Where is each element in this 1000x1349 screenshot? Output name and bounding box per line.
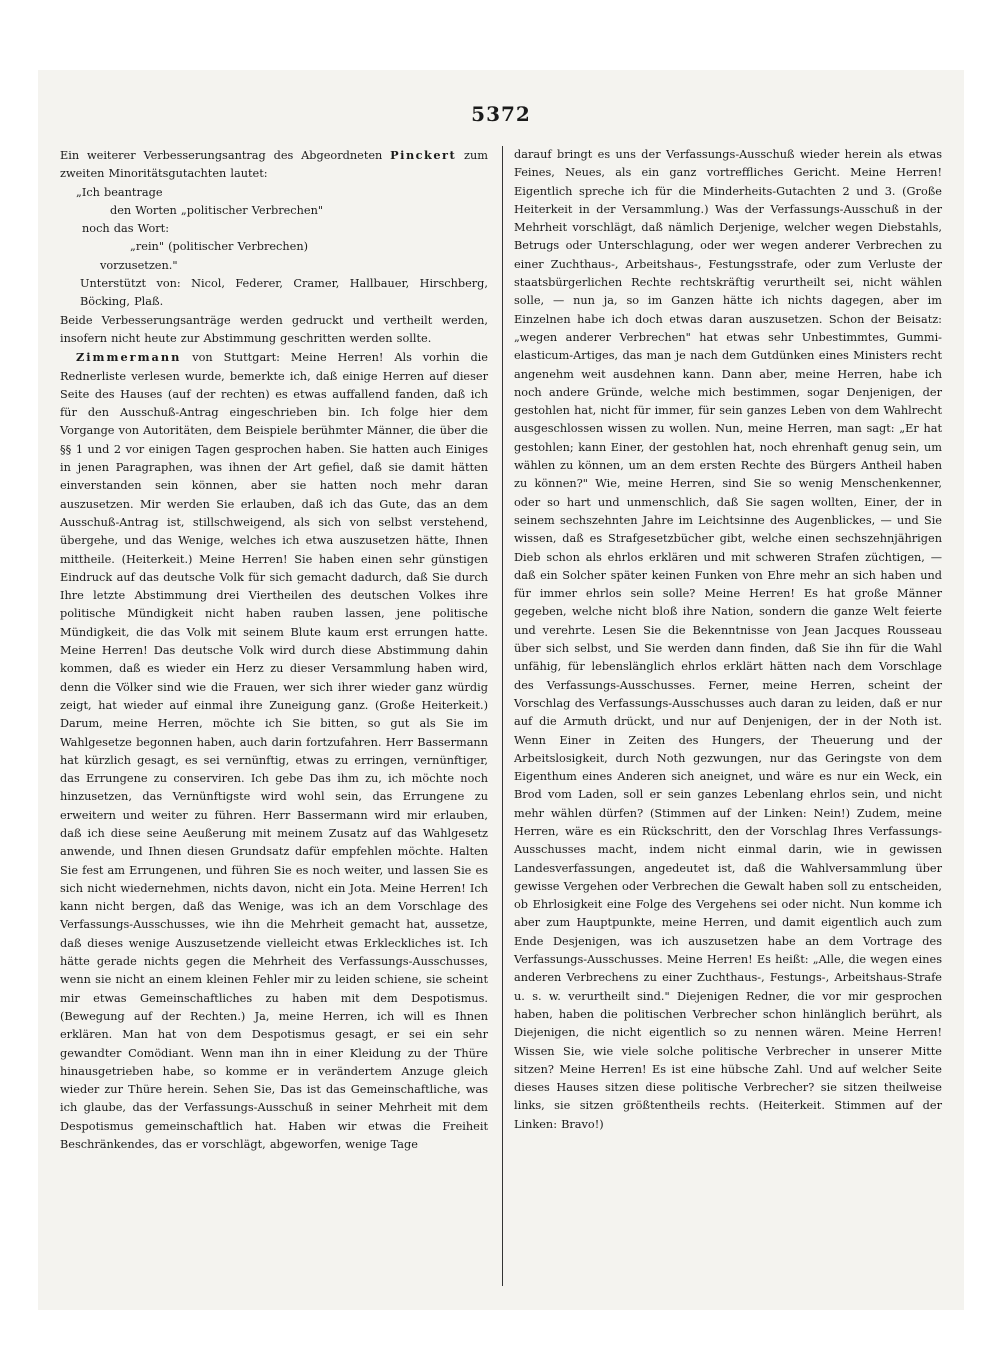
column-divider bbox=[502, 146, 503, 1286]
motion-intro-end: zum zweiten Minoritätsgutachten lautet: bbox=[60, 149, 488, 181]
newspaper-page bbox=[38, 70, 964, 1310]
left-column bbox=[60, 146, 488, 1154]
motion-quote-line: „Ich beantrage bbox=[76, 185, 163, 199]
speech-text: von Stuttgart: Meine Herren! Als vorhin die Rednerliste verlesen wurde, bemerkte ich, daß einige Herren auf dieser Seite des Hauses (auf der rechten) es etwas auffallend fanden, daß ich für den Ausschuß-Antrag eingeschrieben bin. Ich folge hier dem Vorgange von Autoritäten, dem Beispiele berühmter Männer, die über die §§ 1 und 2 vor einigen Tagen gesprochen haben. Sie hatten auch Einiges in jenen Paragraphen, was ihnen der Art gefiel, daß sie damit hätten einverstanden sein können, aber sie hatten noch mehr daran auszusetzen. Mir werden Sie erlauben, daß ich das Gute, das an dem Ausschuß-Antrag ist, stillschweigend, als sich von selbst verstehend, übergehe, und das Wenige, welches ich etwa auszusetzen hätte, Ihnen mittheile. (Heiterkeit.) Meine Herren! Sie haben einen sehr günstigen Eindruck auf das deutsche Volk für sich gemacht dadurch, daß Sie durch Ihre letzte Abstimmung drei Viertheilen des deutschen Volkes ihre politische Mündigkeit nicht haben rauben lassen, jene politische Mündigkeit, die das Volk mit seinem Blute kaum erst errungen hatte. Meine Herren! Das deutsche Volk wird durch diese Abstimmung dahin kommen, daß es wieder ein Herz zu dieser Versammlung haben wird, denn die Völker sind wie die Frauen, wer sich ihrer wieder ganz würdig zeigt, hat wieder auf einmal ihre Zuneigung ganz. (Große Heiterkeit.) Darum, meine Herren, möchte ich Sie bitten, so gut als Sie im Wahlgesetze begonnen haben, auch darin fortzufahren. Herr Bassermann hat kürzlich gesagt, es sei vernünftig, etwas zu erringen, vernünftiger, das Errungene zu conserviren. Ich gebe Das ihm zu, ich möchte noch hinzusetzen, das Vernünftigste wird wohl sein, das Errungene zu erweitern und weiter zu führen. Herr Bassermann wird mir erlauben, daß ich diese seine Aeußerung mit meinem Zusatz auf das Wahlgesetz anwende, und Ihnen diesen Grundsatz dafür empfehlen möchte. Halten Sie fest am Errungenen, und führen Sie es noch weiter, und lassen Sie es sich nicht wiedernehmen, nichts davon, nicht ein Jota. Meine Herren! Ich kann nicht bergen, daß das Wenige, was ich an dem Vorschlage des Verfassungs-Ausschusses, wie ihn die Mehrheit gemacht hat, aussetze, daß dieses wenige Auszusetzende vielleicht etwas Erkleckliches ist. Ich hätte gerade nichts gegen die Mehrheit des Verfassungs-Ausschusses, wenn sie nicht an einem kleinen Fehler mir zu leiden schiene, sie scheint mir etwas Gemeinschaftliches zu haben mit dem Despotismus. (Bewegung auf der Rechten.) Ja, meine Herren, ich will es Ihnen erklären. Man hat von dem Despotismus gesagt, er sei ein sehr gewandter Comödiant. Wenn man ihn in einer Kleidung zu der Thüre hinausgetrieben habe, so komme er in verändertem Anzuge gleich wieder zur Thüre herein. Sehen Sie, Das ist das Gemeinschaftliche, was ich glaube, das der Verfassungs-Ausschuß in seiner Mehrheit mit dem Despotismus gemeinschaftlich hat. Haben wir etwas die Freiheit Beschränkendes, das er vorschlägt, abgeworfen, wenige Tage bbox=[60, 351, 488, 1152]
speech-continuation: darauf bringt es uns der Verfassungs-Ausschuß wieder herein als etwas Feines, Neues, als ein ganz vortreffliches Gericht. Meine Herren! Eigentlich spreche ich für die Minderheits-Gutachten 2 und 3. (Große Heiterkeit in der Versammlung.) Was der Verfassungs-Ausschuß in der Mehrheit vorschlägt, daß nämlich Derjenige, welcher wegen Diebstahls, Betrugs oder Unterschlagung, oder wer wegen anderer Verbrechen zu einer Zuchthaus-, Arbeitshaus-, Festungsstrafe, oder zum Verluste der staatsbürgerlichen Rechte rechtskräftig verurtheilt sei, nicht wählen solle, — nun ja, so im Ganzen hätte ich nichts dagegen, aber im Einzelnen habe ich doch etwas daran auszusetzen. Schon der Beisatz: „wegen anderer Verbrechen" hat etwas sehr Unbestimmtes, Gummi-elasticum-Artiges, das man je nach dem Gutdünken eines Ministers recht angenehm weit ausdehnen kann. Dann aber, meine Herren, habe ich noch andere Gründe, welche mich bestimmen, sogar Denjenigen, der gestohlen hat, nicht für immer, für sein ganzes Leben von dem Wahlrecht ausgeschlossen wissen zu wollen. Nun, meine Herren, man sagt: „Er hat gestohlen; kann Einer, der gestohlen hat, noch ehrenhaft genug sein, um wählen zu können, um an dem ersten Rechte des Bürgers Antheil haben zu können?" Wie, meine Herren, sind Sie so wenig Menschenkenner, oder so hart und unmenschlich, daß Sie sagen wollten, Einer, der in seinem sechszehnten Jahre im Leichtsinne des Augenblickes, — und Sie wissen, daß es Strafgesetzbücher gibt, welche einen sechszehnjährigen Dieb schon als ehrlos erklären und mit schweren Strafen züchtigen, — daß ein Solcher später keinen Funken von Ehre mehr an sich haben und für immer ehrlos sein solle? Meine Herren! Es hat große Männer gegeben, welche nicht bloß ihre Nation, sondern die ganze Welt feierte und verehrte. Lesen Sie die Bekenntnisse von Jean Jacques Rousseau über sich selbst, und Sie werden dann finden, daß Sie ihn für die Wahl unfähig, für lebenslänglich ehrlos erklärt hätten nach dem Vorschlage des Verfassungs-Ausschusses. Ferner, meine Herren, scheint der Vorschlag des Verfassungs-Ausschusses auch daran zu leiden, daß er nur auf die Armuth drückt, und nur auf Denjenigen, der in der Noth ist. Wenn Einer in Zeiten des Hungers, der Theuerung und der Arbeitslosigkeit, durch Noth gezwungen, nur das Geringste von dem Eigenthum eines Anderen sich aneignet, und wäre es nur ein Weck, ein Brod vom Laden, soll er sein ganzes Lebenlang ehrlos sein, und nicht mehr wählen dürfen? (Stimmen auf der Linken: Nein!) Zudem, meine Herren, wäre es ein Rückschritt, den der Vorschlag Ihres Verfassungs-Ausschusses macht, indem nicht einmal darin, wie in gewissen Landesverfassungen, angedeutet ist, daß die Wahlversammlung über gewisse Vergehen oder Verbrechen die Gewalt haben soll zu entscheiden, ob Ehrlosigkeit eine Folge des Vergehens sei oder nicht. Nun komme ich aber zum Hauptpunkte, meine Herren, und damit eigentlich auch zum Ende Desjenigen, was ich auszusetzen habe an dem Vortrage des Verfassungs-Ausschusses. Meine Herren! Es heißt: „Alle, die wegen eines anderen Verbrechens zu einer Zuchthaus-, Festungs-, Arbeitshaus-Strafe u. s. w. verurtheilt sind." Diejenigen Redner, die vor mir gesprochen haben, haben die politischen Verbrecher schon hinlänglich berührt, als Diejenigen, die nicht eigentlich so zu nennen wären. Meine Herren! Wissen Sie, wie viele solche politische Verbrecher in unserer Mitte sitzen? Meine Herren! Es ist eine hübsche Zahl. Und auf welcher Seite dieses Hauses sitzen diese politische Verbrecher? sie sitzen theilweise links, sie sitzen größtentheils rechts. (Heiterkeit. Stimmen auf der Linken: Bravo!) bbox=[514, 148, 942, 1131]
motion-quote-line: noch das Wort: bbox=[82, 222, 170, 236]
page-number: 5372 bbox=[471, 102, 531, 126]
speech-paragraph bbox=[60, 348, 488, 1154]
motion-quote-line: vorzusetzen." bbox=[100, 258, 178, 272]
motion-intro-start: Ein weiterer Verbesserungsantrag des Abgeordneten bbox=[60, 149, 391, 162]
right-column bbox=[514, 146, 942, 1134]
motion-author: Pinckert bbox=[390, 148, 457, 162]
motion-quote-line: den Worten „politischer Verbrechen" bbox=[110, 203, 324, 217]
motion-quote-line: „rein" (politischer Verbrechen) bbox=[130, 240, 309, 254]
speaker-name: Zimmermann bbox=[76, 350, 182, 365]
motion-supporters: Unterstützt von: Nicol, Federer, Cramer, Hallbauer, Hirschberg, Böcking, Plaß. bbox=[80, 277, 488, 309]
motions-note: Beide Verbesserungsanträge werden gedruckt und vertheilt werden, insofern nicht heute zur Abstimmung geschritten werden sollte. bbox=[60, 313, 488, 345]
motion-intro bbox=[60, 146, 488, 184]
